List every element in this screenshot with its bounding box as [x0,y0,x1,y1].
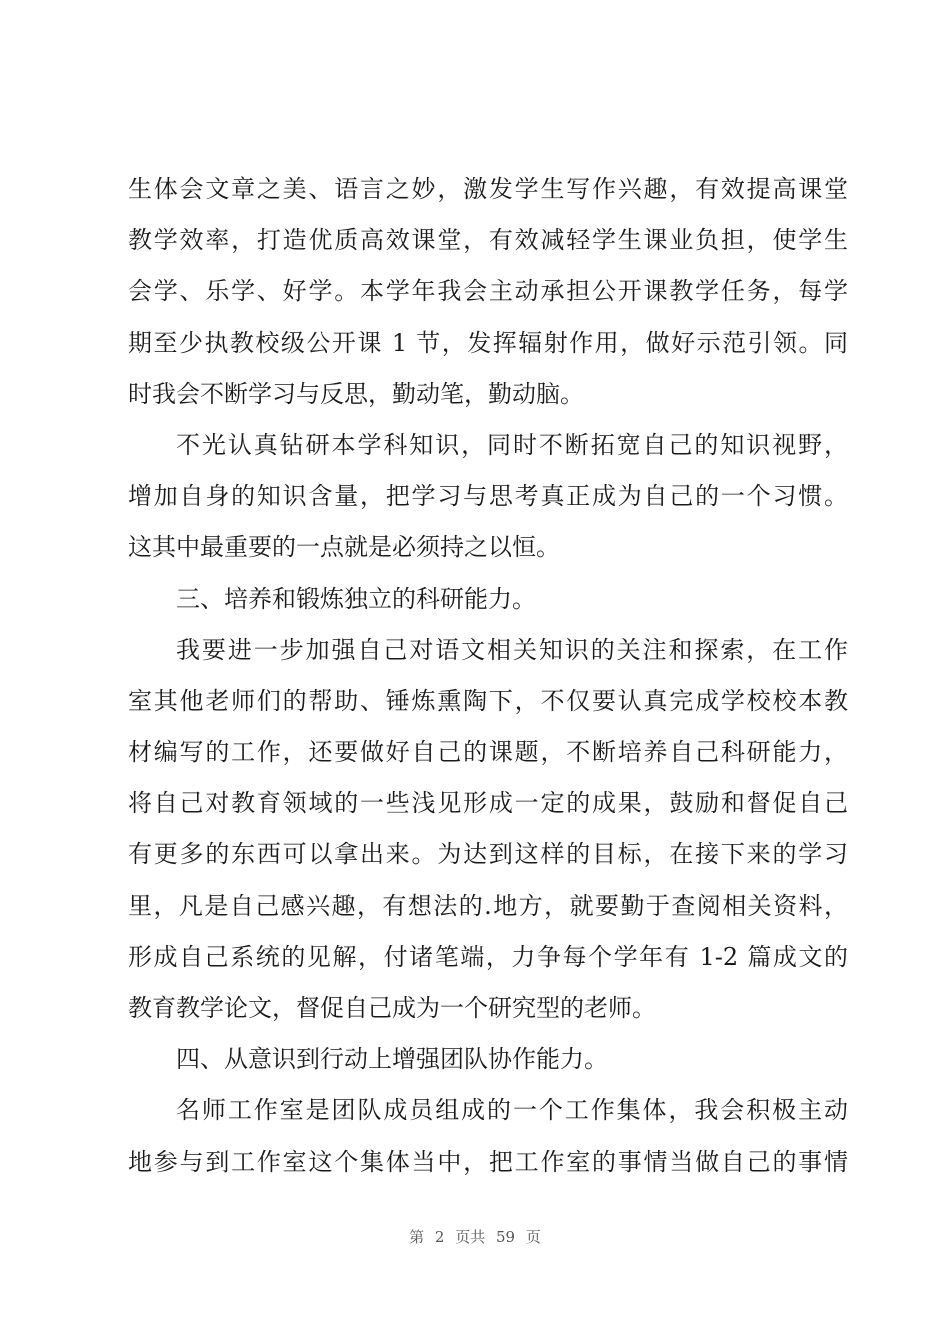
text-line: 我要进一步加强自己对语文相关知识的关注和探索，在工作 [176,635,848,664]
body-text [128,164,848,1188]
text-line: 增加自身的知识含量，把学习与思考真正成为自己的一个习惯。 [128,482,848,511]
text-line: 不光认真钻研本学科知识，同时不断拓宽自己的知识视野， [176,430,848,459]
text-line: 期至少执教校级公开课 1 节，发挥辐射作用，做好示范引领。同 [128,328,848,357]
text-line: 室其他老师们的帮助、锤炼熏陶下，不仅要认真完成学校校本教 [128,686,848,715]
text-line: 四、从意识到行动上增强团队协作能力。 [176,1045,608,1074]
text-line: 会学、乐学、好学。本学年我会主动承担公开课教学任务，每学 [128,277,848,306]
text-line: 形成自己系统的见解，付诸笔端，力争每个学年有 1-2 篇成文的 [128,942,848,971]
text-line: 有更多的东西可以拿出来。为达到这样的目标，在接下来的学习 [128,840,848,869]
text-line: 教学效率，打造优质高效课堂，有效减轻学生课业负担，使学生 [128,226,848,255]
page-footer: 第 2 页共 59 页 [409,1228,541,1246]
text-line: 生体会文章之美、语言之妙，激发学生写作兴趣，有效提高课堂 [128,175,848,203]
text-line: 里，凡是自己感兴趣，有想法的.地方，就要勤于查阅相关资料， [128,891,848,920]
text-line: 这其中最重要的一点就是必须持之以恒。 [128,533,560,562]
text-line: 将自己对教育领域的一些浅见形成一定的成果，鼓励和督促自己 [128,789,848,818]
text-line: 教育教学论文，督促自己成为一个研究型的老师。 [128,994,656,1022]
text-line: 名师工作室是团队成员组成的一个工作集体，我会积极主动 [176,1096,848,1125]
text-line: 时我会不断学习与反思，勤动笔，勤动脑。 [128,379,584,408]
text-line: 三、培养和锻炼独立的科研能力。 [176,584,536,613]
text-line: 地参与到工作室这个集体当中，把工作室的事情当做自己的事情 [128,1147,848,1176]
text-line: 材编写的工作，还要做好自己的课题，不断培养自己科研能力， [128,738,848,767]
